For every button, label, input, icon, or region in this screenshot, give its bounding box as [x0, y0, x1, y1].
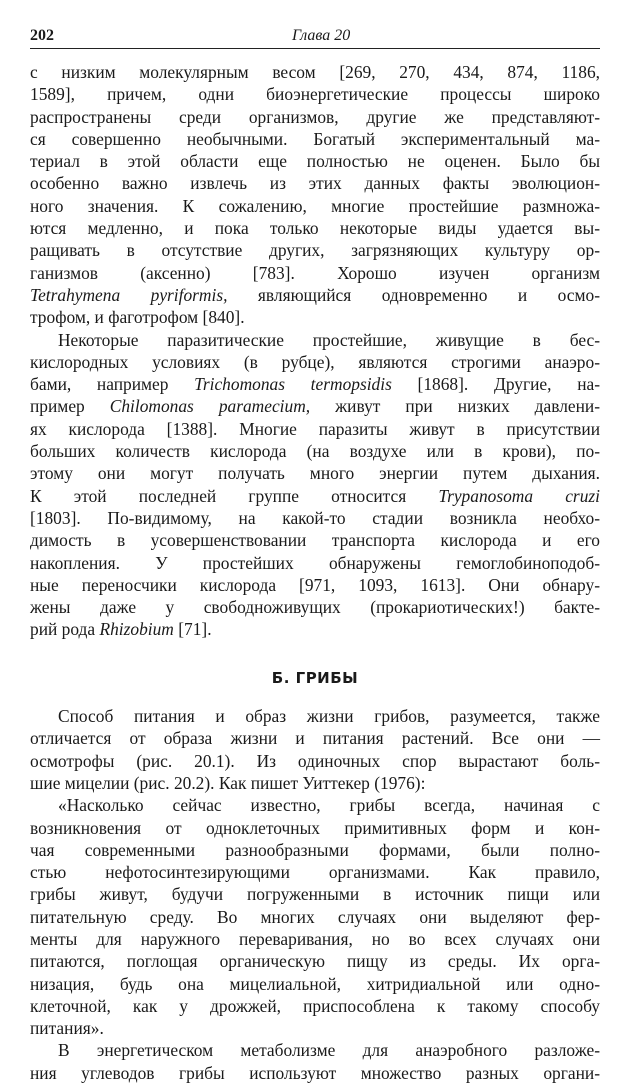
text-line: этому они могут получать много энергии путем дыхания.: [30, 463, 600, 484]
text-line: [30, 284, 600, 306]
book-page: [30, 22, 600, 1084]
text-line: ся совершенно необычными. Богатый экспериментальный ма-: [30, 128, 600, 149]
text-line: менты для наружного переваривания, но во всех случаях они: [30, 928, 600, 949]
chapter-title: Глава 20: [292, 27, 351, 44]
text-line: [30, 485, 600, 507]
text-line: [30, 395, 600, 417]
text-line: накопления. У простейших обнаружены гемоглобиноподоб-: [30, 552, 600, 573]
text-fragment: К этой последней группе относится: [30, 485, 439, 506]
species-name: Trypanosoma cruzi: [438, 485, 600, 506]
running-header: [30, 22, 600, 49]
text-line: [30, 618, 600, 640]
text-line: отличается от образа жизни и питания растений. Все они —: [30, 728, 600, 749]
text-line: ются медленно, и пока только некоторые виды удается вы-: [30, 218, 600, 239]
text-line: стью нефотосинтезирующими организмами. Как правило,: [30, 862, 600, 883]
body-text: [30, 61, 600, 1084]
species-name: Tetrahymena pyriformis,: [30, 284, 228, 305]
text-line: питаются, поглощая органическую пищу из среды. Их орга-: [30, 951, 600, 972]
text-line: с низким молекулярным весом [269, 270, 434, 874, 1186,: [30, 62, 600, 82]
text-line: димость в усовершенствовании транспорта кислорода и его: [30, 530, 600, 551]
text-line: ращивать в отсутствие других, загрязняющих культуру ор-: [30, 240, 600, 261]
text-fragment: живут при низких давлени-: [310, 396, 601, 417]
text-fragment: бами, например: [30, 374, 195, 395]
text-line: особенно важно извлечь из этих данных факты эволюцион-: [30, 173, 600, 194]
text-fragment: пример: [30, 396, 110, 417]
text-line: осмотрофы (рис. 20.1). Из одиночных спор вырастают боль-: [30, 750, 600, 771]
text-line: шие мицелии (рис. 20.2). Как пишет Уиттекер (1976):: [30, 772, 426, 793]
text-line: ного значения. К сожалению, многие простейшие размножа-: [30, 195, 600, 216]
text-line: возникновения от одноклеточных примитивных форм и кон-: [30, 817, 600, 838]
text-line: питания».: [30, 1018, 104, 1039]
paragraph-quotation: [30, 794, 600, 1039]
text-line: териал в этой области еще полностью не оценен. Было бы: [30, 151, 600, 172]
text-line: жены даже у свободноживущих (прокариотических!) бакте-: [30, 597, 600, 618]
text-line: распространены среди организмов, другие же представляют-: [30, 106, 600, 127]
text-line: кислородных условиях (в рубце), являются строгими анаэро-: [30, 351, 600, 372]
text-fragment: являющийся одновременно и осмо-: [227, 284, 600, 305]
text-line: «Насколько сейчас известно, грибы всегда, начиная с: [58, 795, 600, 816]
text-line: [1803]. По-видимому, на какой-то стадии возникла необхо-: [30, 507, 600, 528]
text-line: больших количеств кислорода (на воздухе или в крови), по-: [30, 441, 600, 462]
text-line: низация, будь она мицелиальной, хитридиальной или одно-: [30, 973, 600, 994]
species-name: Trichomonas termopsidis: [194, 374, 392, 395]
text-line: питательную среду. Во многих случаях они выделяют фер-: [30, 906, 600, 927]
text-line: ния углеводов грибы используют множество разных органи-: [30, 1062, 600, 1083]
text-fragment: рий рода: [30, 619, 100, 640]
text-line: ные переносчики кислорода [971, 1093, 1613]. Они обнару-: [30, 574, 600, 595]
page-number: 202: [30, 27, 54, 44]
species-name: Rhizobium: [99, 619, 174, 640]
text-line: Некоторые паразитические простейшие, живущие в бес-: [58, 329, 600, 350]
paragraph-continuation: [30, 61, 600, 329]
text-line: ях кислорода [1388]. Многие паразиты живут в присутствии: [30, 418, 600, 439]
paragraph-energy-metabolism: [30, 1039, 600, 1084]
text-line: [30, 373, 600, 395]
text-fragment: [1868]. Другие, на-: [391, 374, 601, 395]
text-line: Способ питания и образ жизни грибов, разумеется, также: [58, 706, 600, 727]
section-heading: Б. ГРИБЫ: [271, 668, 359, 687]
species-name: Chilomonas paramecium,: [109, 396, 311, 417]
text-fragment: [71].: [173, 619, 212, 640]
paragraph-fungi-intro: [30, 705, 600, 794]
text-line: чая современными разнообразными формами, были полно-: [30, 839, 600, 860]
text-line: грибы живут, будучи погруженными в источник пищи или: [30, 884, 600, 905]
text-line: клеточной, как у дрожжей, приспособлена к такому способу: [30, 995, 600, 1016]
paragraph-parasitic-protists: [30, 329, 600, 641]
text-line: 1589], причем, одни биоэнергетические процессы широко: [30, 84, 600, 105]
text-line: В энергетическом метаболизме для анаэробного разложе-: [58, 1040, 600, 1061]
text-line: ганизмов (аксенно) [783]. Хорошо изучен организм: [30, 262, 600, 283]
text-line: трофом, и фаготрофом [840].: [30, 307, 245, 328]
